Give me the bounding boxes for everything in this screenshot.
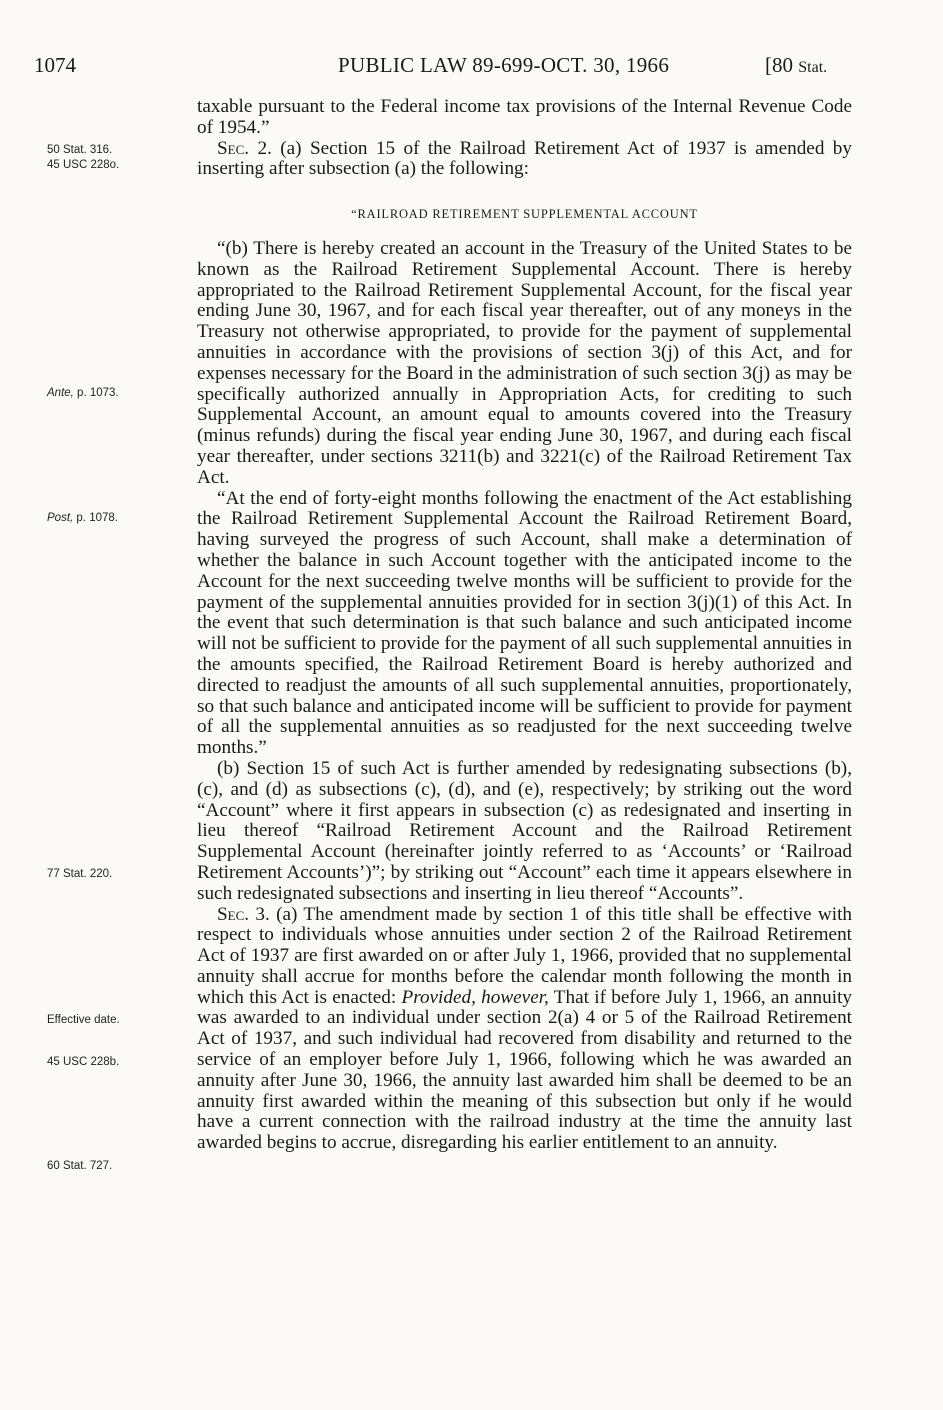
section-2a-text: (a) Section 15 of the Railroad Retirement Act of 1937 is amended by inserting after subsection (a) the following: (197, 137, 852, 180)
margin-note-ante-prefix: Ante, (47, 387, 74, 399)
margin-note-line: 50 Stat. 316. (47, 144, 113, 156)
margin-note-post-rest: p. 1078. (73, 512, 118, 524)
margin-note-stat-316 (47, 143, 187, 173)
volume-citation (765, 53, 827, 78)
section-2a-paragraph (197, 139, 852, 181)
margin-note-effective-date: Effective date. (47, 1014, 120, 1026)
margin-note-line: 45 USC 228o. (47, 159, 120, 171)
margin-note-ante-rest: p. 1073. (73, 387, 119, 399)
section-heading: “RAILROAD RETIREMENT SUPPLEMENTAL ACCOUNT (351, 207, 698, 221)
page-number: 1074 (34, 53, 76, 77)
section-2-label: Sec. 2. (217, 137, 272, 159)
paragraph-b: “(b) There is hereby created an account in the Treasury of the United States to be known as the Railroad Retirement Supplemental Account. There is hereby appropriated to the Railroad Retirement Supplemental Account, for the fiscal year ending June 30, 1967, and for each fiscal year thereafter, out of any moneys in the Treasury not otherwise appropriated, to provide for the payment of supplemental annuities in accordance with the provisions of section 3(j) of this Act, and for expenses necessary for the Board in the administration of such section 3(j) as may be specifically authorized annually in Appropriation Acts, for crediting to such Supplemental Account, an amount equal to amounts covered into the Treasury (minus refunds) during the fiscal year ending June 30, 1967, and during each fiscal year thereafter, under sections 3211(b) and 3221(c) of the Railroad Retirement Tax Act. (197, 238, 852, 488)
body-block-top (197, 97, 852, 180)
volume-stat: Stat. (798, 59, 828, 76)
margin-note-stat-220: 77 Stat. 220. (47, 868, 113, 880)
margin-note-stat-727: 60 Stat. 727. (47, 1160, 113, 1172)
volume-open: [80 (765, 53, 799, 77)
margin-note-post (47, 511, 187, 526)
running-title: PUBLIC LAW 89-699-OCT. 30, 1966 (338, 53, 670, 77)
carryover-paragraph: taxable pursuant to the Federal income tax provisions of the Internal Revenue Code of 1954.” (197, 96, 852, 138)
section-3a-text-1: (a) The amendment made by section 1 of this title shall be effective with respect to individuals whose annuities under section 2 of the Railroad Retirement Act of 1937 are first awarded on or after July 1, 1966, provided that no supplemental annuity shall accrue for months before the calendar month following the month in which this Act is enacted: (197, 903, 852, 1008)
provided-however: Provided, however, (401, 986, 549, 1008)
paragraph-readjustment: “At the end of forty-eight months following the enactment of the Act establishing the Railroad Retirement Supplemental Account the Railroad Retirement Board, having surveyed the progress of such Account, shall make a determination of whether the balance in such Account together with the anticipated income to the Account for the next succeeding twelve months will be sufficient to provide for the payment of the supplemental annuities provided for in section 3(j)(1) of this Act. In the event that such determination is that such balance and such anticipated income will not be sufficient to provide for the payment of all such supplemental annuities in the amounts specified, the Railroad Retirement Board is hereby authorized and directed to readjust the amounts of all such supplemental annuities, proportionately, so that such balance and anticipated income will be sufficient to provide for payment of all the supplemental annuities as so readjusted for the next succeeding twelve months.” (197, 487, 852, 759)
margin-note-post-prefix: Post, (47, 512, 74, 524)
section-3-label: Sec. 3. (217, 903, 270, 925)
margin-note-ante (47, 386, 187, 401)
body-block-main (197, 239, 852, 1154)
page-header (0, 53, 943, 83)
section-2b-paragraph: (b) Section 15 of such Act is further amended by redesignating subsections (b), (c), and (d) as subsections (c), (d), and (e), respectively; by striking out the word “Account” where it first appears in subsection (c) as redesignated and inserting in lieu thereof “Railroad Retirement Account and the Railroad Retirement Supplemental Account (hereinafter jointly referred to as ‘Accounts’ or ‘Railroad Retirement Accounts’)”; by striking out “Account” each time it appears elsewhere in such redesignated subsections and inserting in lieu thereof “Accounts”. (197, 757, 852, 904)
section-3a-text-2: That if before July 1, 1966, an annuity was awarded to an individual under section 2(a) 4 or 5 of the Railroad Retirement Act of 1937, and such individual had recovered from disability and returned to the service of an employer before July 1, 1966, following which he was awarded an annuity after June 30, 1966, the annuity last awarded him shall be deemed to be an annuity first awarded within the meaning of this subsection but only if he would have a current connection with the railroad industry at the time the annuity last awarded begins to accrue, disregarding his earlier entitlement to an annuity. (197, 986, 852, 1154)
section-3a-paragraph (197, 905, 852, 1155)
margin-note-usc-228b: 45 USC 228b. (47, 1056, 120, 1068)
